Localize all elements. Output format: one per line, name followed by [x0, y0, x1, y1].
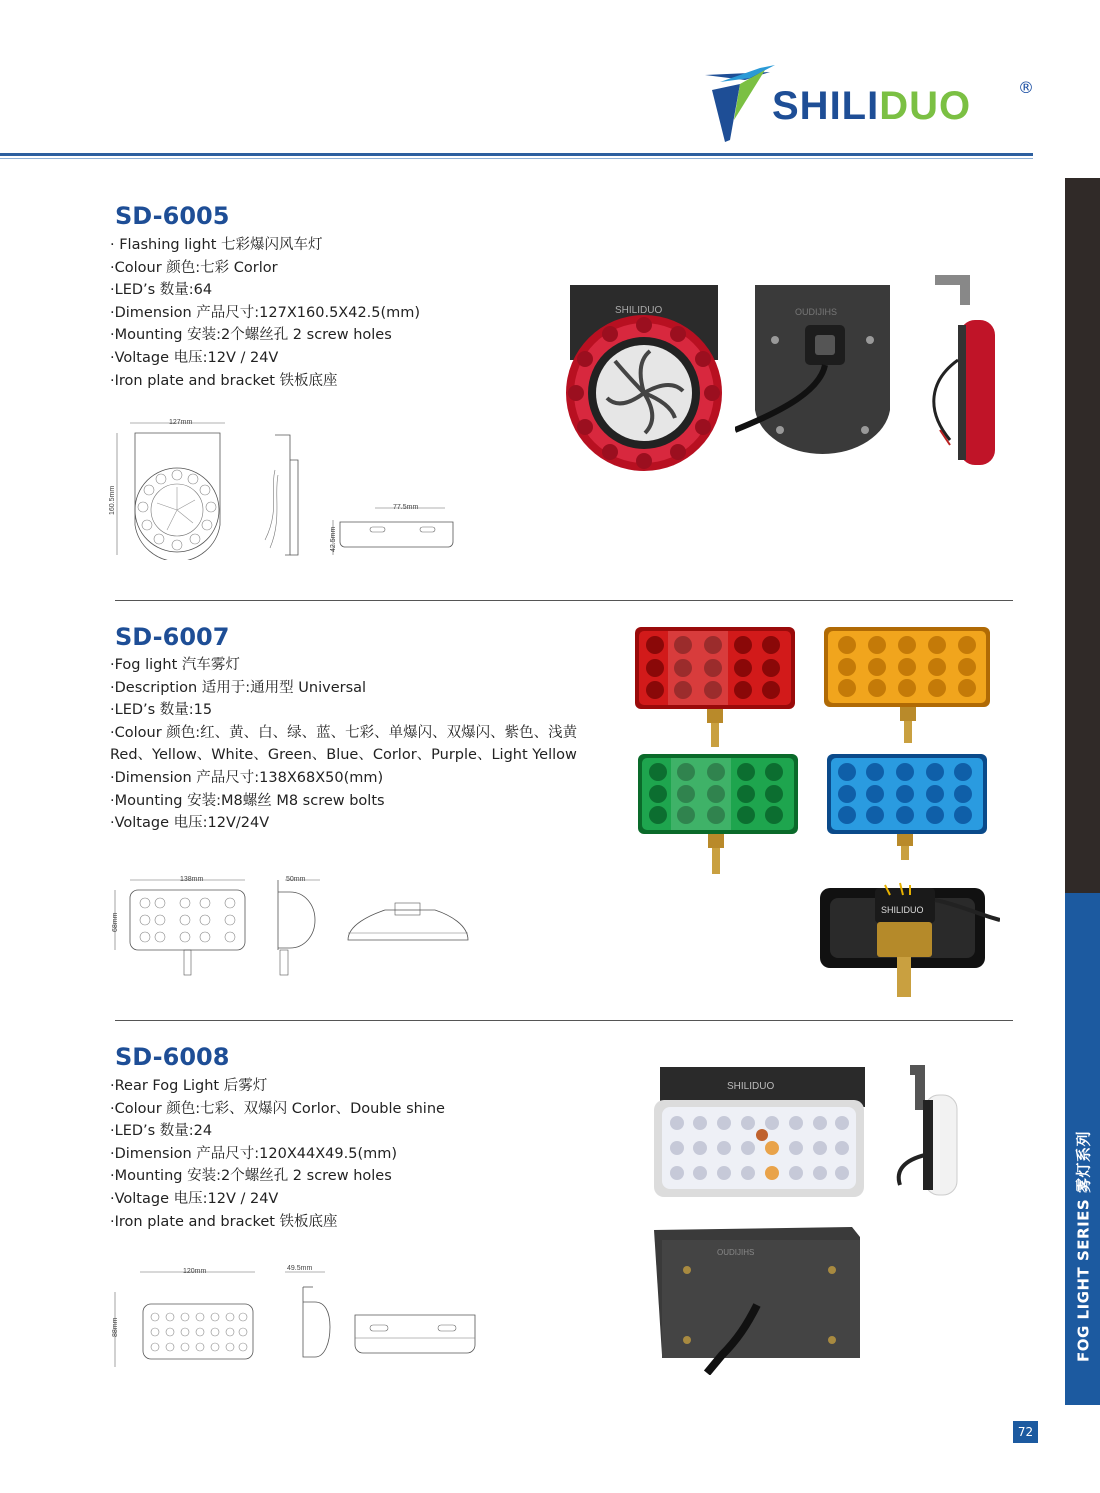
spec-line: ·Iron plate and bracket 铁板底座 [110, 1213, 338, 1230]
product-photo-front [652, 1065, 872, 1200]
logo-text-part2: DUO [879, 84, 972, 128]
side-tab-text: FOG LIGHT SERIES 雾灯系列 [1074, 1131, 1092, 1362]
section-divider [115, 1020, 1013, 1021]
dim-depth-label: 42.5mm [330, 526, 337, 552]
spec-line: ·Mounting 安装:2个螺丝孔 2 screw holes [110, 1168, 392, 1185]
dim-width-label: 120mm [183, 1268, 207, 1275]
spec-line: ·Rear Fog Light 后雾灯 [110, 1078, 268, 1094]
dim-width-label: 127mm [169, 419, 193, 426]
brand-logo [700, 60, 1040, 145]
product-title: SD-6008 [115, 1043, 230, 1071]
dim-height-label: 88mm [112, 1317, 119, 1337]
photo-logo-text: SHILIDUO [881, 905, 924, 915]
spec-line: ·LED’s 数量:24 [110, 1123, 213, 1140]
spec-line: ·Description 适用于:通用型 Universal [110, 679, 367, 696]
spec-list [110, 234, 420, 392]
spec-line: ·Colour 颜色:红、黄、白、绿、蓝、七彩、单爆闪、双爆闪、紫色、浅黄 [110, 724, 578, 741]
spec-list [110, 654, 577, 835]
spec-line: ·Colour 颜色:七彩、双爆闪 Corlor、Double shine [110, 1100, 445, 1117]
dimension-drawing-side [240, 430, 310, 560]
spec-line: ·Voltage 电压:12V / 24V [110, 349, 279, 366]
dimension-drawing-side [275, 1262, 335, 1372]
product-photo-side [885, 1060, 970, 1200]
product-title: SD-6007 [115, 623, 230, 651]
spec-line: ·LED’s 数量:15 [110, 702, 213, 719]
logo-text-part1: SHILI [772, 84, 880, 128]
spec-line: Red、Yellow、White、Green、Blue、Corlor、Purple、Light Yellow [110, 747, 577, 764]
header-rule [0, 153, 1033, 156]
spec-line: ·Colour 颜色:七彩 Corlor [110, 259, 278, 276]
product-photo-back [652, 1225, 867, 1375]
photo-logo-text: SHILIDUO [727, 1081, 775, 1092]
spec-line: ·Dimension 产品尺寸:127X160.5X42.5(mm) [110, 304, 421, 321]
photo-logo-text: SHILIDUO [615, 305, 663, 316]
dim-height-label: 160.5mm [109, 485, 116, 515]
product-title: SD-6005 [115, 202, 230, 230]
dimension-drawing-front [105, 1262, 265, 1372]
product-photo-side [920, 270, 1000, 470]
spec-list [110, 1075, 445, 1233]
svg-text:OUDIJIHS: OUDIJIHS [795, 307, 838, 317]
product-photo-yellow [822, 625, 992, 745]
product-photo-green [636, 752, 801, 877]
dim-bracket-label: 77.5mm [393, 504, 419, 511]
dimension-drawing-front [105, 870, 255, 980]
dimension-drawing-front [105, 415, 235, 560]
dimension-drawing-bracket [325, 500, 465, 560]
spec-line: ·Voltage 电压:12V / 24V [110, 1190, 279, 1207]
spec-line: · Flashing light 七彩爆闪风车灯 [110, 237, 323, 253]
section-divider [115, 600, 1013, 601]
registered-mark: ® [1018, 78, 1034, 97]
product-photo-blue [825, 752, 990, 862]
header-rule-thin [0, 158, 1033, 159]
side-tab-dark [1065, 178, 1100, 893]
product-photo-front [565, 283, 727, 473]
product-photo-back [735, 280, 905, 465]
spec-line: ·Dimension 产品尺寸:120X44X49.5(mm) [110, 1145, 398, 1162]
dim-depth-label: 49.5mm [287, 1265, 313, 1272]
spec-line: ·Voltage 电压:12V/24V [110, 815, 270, 832]
dimension-drawing-top [340, 895, 475, 950]
svg-text:OUDIJIHS: OUDIJIHS [717, 1248, 755, 1257]
spec-line: ·Fog light 汽车雾灯 [110, 657, 240, 673]
spec-line: ·Mounting 安装:M8螺丝 M8 screw bolts [110, 792, 385, 809]
side-tab-label [1065, 893, 1100, 1383]
dimension-drawing-bracket [350, 1310, 480, 1360]
spec-line: ·Dimension 产品尺寸:138X68X50(mm) [110, 769, 384, 786]
product-photo-red [633, 625, 798, 750]
logo-mark-icon [700, 60, 780, 145]
dim-width-label: 138mm [180, 876, 204, 883]
dimension-drawing-side [270, 870, 330, 980]
product-photo-back [815, 880, 1000, 1000]
dim-height-label: 68mm [112, 912, 119, 932]
spec-line: ·Iron plate and bracket 铁板底座 [110, 372, 338, 389]
page-number: 72 [1013, 1421, 1038, 1443]
dim-depth-label: 50mm [286, 876, 306, 883]
spec-line: ·LED’s 数量:64 [110, 282, 213, 299]
spec-line: ·Mounting 安装:2个螺丝孔 2 screw holes [110, 327, 392, 344]
